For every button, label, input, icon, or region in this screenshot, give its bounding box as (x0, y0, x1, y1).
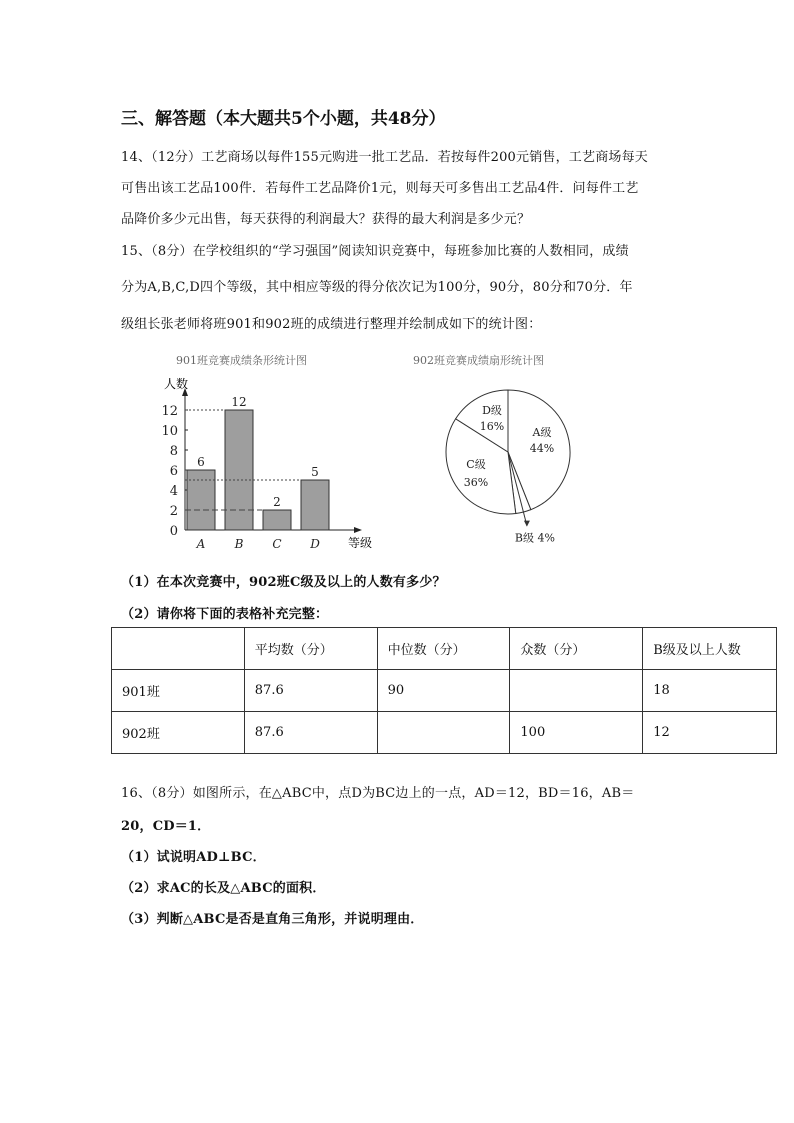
grade-table (111, 627, 777, 754)
pie-chart (430, 370, 590, 550)
q14-line-3: 品降价多少元出售，每天获得的利润最大？获得的最大利润是多少元？ (121, 212, 531, 227)
table-cell: 18 (643, 670, 777, 712)
table-row (112, 712, 777, 754)
q15-line-3: 级组长张老师将班901和902班的成绩进行整理并绘制成如下的统计图： (121, 317, 542, 332)
bar-data-label: 6 (197, 455, 205, 469)
pie-slice-percent: 16% (479, 420, 505, 433)
bar-chart-y-tick-label: 12 (161, 404, 178, 419)
bar-chart-y-tick-label: 0 (169, 524, 178, 539)
table-header-cell: B级及以上人数 (643, 628, 777, 670)
table-header-cell: 众数（分） (510, 628, 643, 670)
pie-slice-label: A级 (532, 426, 552, 439)
q16-line-2: 20，CD＝1． (121, 819, 211, 834)
table-cell: 901班 (112, 670, 245, 712)
table-header-cell: 平均数（分） (244, 628, 377, 670)
bar-data-label: 5 (311, 465, 319, 479)
bar-category-label: B (234, 537, 244, 551)
q14-line-2: 可售出该工艺品100件．若每件工艺品降价1元，则每天可多售出工艺品4件．问每件工艺 (121, 181, 639, 196)
table-cell: 87.6 (244, 670, 377, 712)
pie-slice-percent: 36% (463, 476, 489, 489)
bar-chart-y-tick-label: 2 (169, 504, 178, 519)
pie-slice-label: D级 (482, 404, 502, 417)
q16-sub-1: （1）试说明AD⊥BC． (121, 850, 266, 865)
bar-category-label: D (310, 537, 320, 551)
pie-leader-arrow (524, 521, 530, 527)
bar-data-label: 2 (273, 495, 281, 509)
q16-sub-3: （3）判断△ABC是否是直角三角形，并说明理由． (121, 912, 424, 927)
bar-chart-xlabel: 等级 (348, 536, 373, 550)
section-title: 三、解答题（本大题共5个小题，共48分） (121, 109, 446, 129)
bar-B (225, 410, 253, 530)
table-cell (510, 670, 643, 712)
x-axis-arrow (354, 527, 362, 533)
table-row (112, 670, 777, 712)
table-cell: 902班 (112, 712, 245, 754)
q16-sub-2: （2）求AC的长及△ABC的面积． (121, 881, 326, 896)
table-header-cell (112, 628, 245, 670)
bar-chart (150, 370, 390, 555)
table-cell: 100 (510, 712, 643, 754)
pie-chart-title: 902班竞赛成绩扇形统计图 (413, 354, 544, 367)
bar-chart-y-tick-label: 8 (169, 444, 178, 459)
bar-category-label: A (196, 537, 206, 551)
q14-line-1: 14、（12分）工艺商场以每件155元购进一批工艺品．若按每件200元销售，工艺商场每天 (121, 150, 649, 165)
bar-chart-y-tick-label: 6 (169, 464, 178, 479)
pie-slice-label: C级 (466, 458, 486, 471)
q15-line-2: 分为A,B,C,D四个等级，其中相应等级的得分依次记为100分，90分，80分和70分．年 (121, 280, 633, 295)
table-header-row (112, 628, 777, 670)
table-cell (377, 712, 510, 754)
table-cell: 87.6 (244, 712, 377, 754)
table-cell: 12 (643, 712, 777, 754)
table-header-cell: 中位数（分） (377, 628, 510, 670)
bar-C (263, 510, 291, 530)
bar-D (301, 480, 329, 530)
table-cell: 90 (377, 670, 510, 712)
bar-category-label: C (272, 537, 282, 551)
bar-chart-title: 901班竞赛成绩条形统计图 (176, 354, 307, 367)
q16-line-1: 16、（8分）如图所示，在△ABC中，点D为BC边上的一点，AD＝12，BD＝16，AB＝ (121, 786, 635, 801)
q15-sub-1: （1）在本次竞赛中，902班C级及以上的人数有多少？ (121, 575, 446, 590)
q15-line-1: 15、（8分）在学校组织的“学习强国”阅读知识竞赛中，每班参加比赛的人数相同，成绩 (121, 244, 629, 259)
bar-data-label: 12 (231, 395, 247, 409)
pie-slice-label: B级 4% (514, 531, 555, 545)
bar-chart-y-tick-label: 4 (169, 484, 178, 499)
bar-A (187, 470, 215, 530)
q15-sub-2: （2）请你将下面的表格补充完整： (121, 607, 329, 622)
bar-chart-y-tick-label: 10 (161, 424, 178, 439)
pie-slice-percent: 44% (529, 442, 555, 455)
bar-chart-ylabel: 人数 (164, 377, 189, 391)
